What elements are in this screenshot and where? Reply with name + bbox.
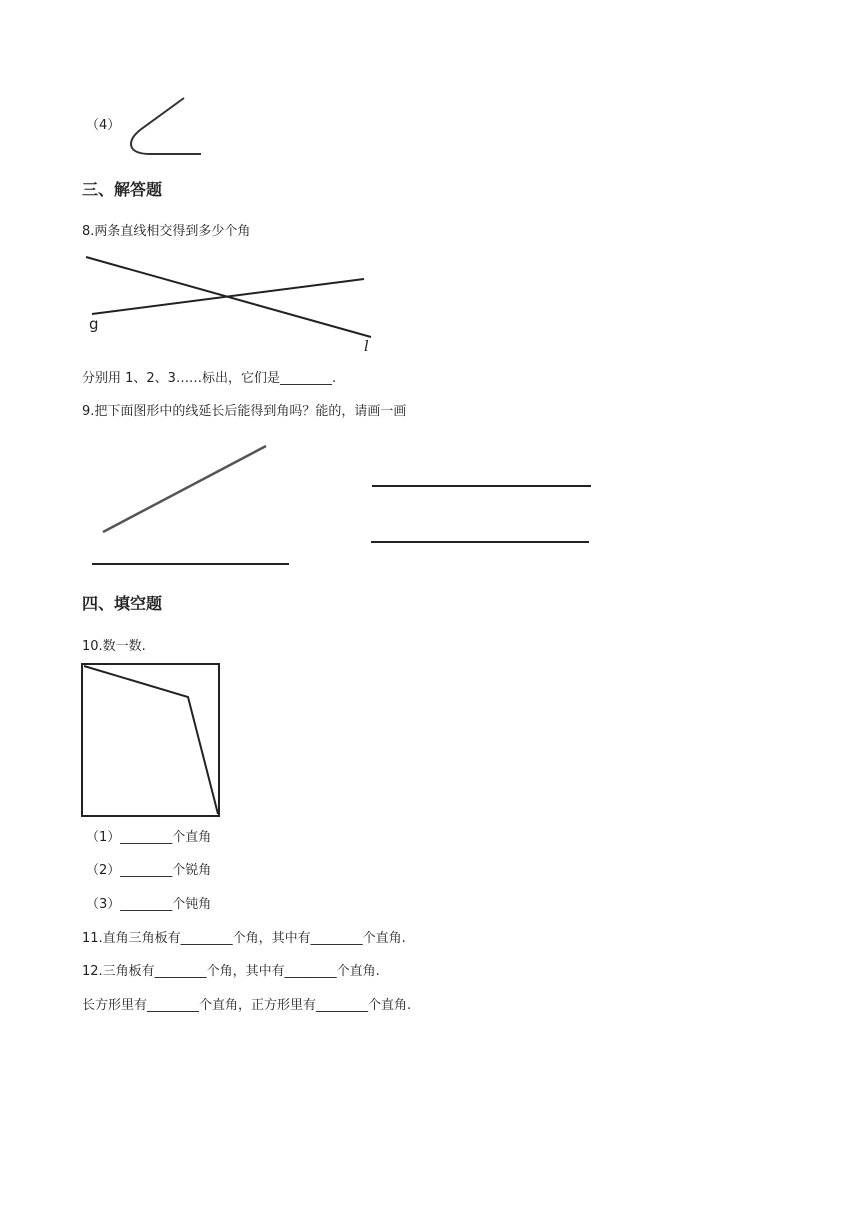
label-l: l <box>364 337 369 355</box>
q10-item-2: （2）________个锐角 <box>86 863 212 878</box>
q10-item-1: （1）________个直角 <box>86 830 212 845</box>
q8-prompt: 8.两条直线相交得到多少个角 <box>82 224 251 239</box>
q12-text-2: 长方形里有________个直角，正方形里有________个直角. <box>82 998 412 1013</box>
q12-text: 12.三角板有________个角，其中有________个直角. <box>82 964 380 979</box>
label-g: g <box>89 315 99 333</box>
q7-sub4-label: （4） <box>86 118 121 133</box>
section-3-heading: 三、解答题 <box>82 180 163 199</box>
q10-item-3: （3）________个钝角 <box>86 897 212 912</box>
q10-inner-polyline <box>84 666 218 814</box>
section-4-heading: 四、填空题 <box>82 594 163 613</box>
q11-text: 11.直角三角板有________个角，其中有________个直角. <box>82 931 406 946</box>
q10-prompt: 10.数一数. <box>82 639 146 654</box>
q8-answer-line: 分别用 1、2、3……标出，它们是________. <box>82 371 337 386</box>
q9-prompt: 9.把下面图形中的线延长后能得到角吗？能的，请画一画 <box>82 404 407 419</box>
